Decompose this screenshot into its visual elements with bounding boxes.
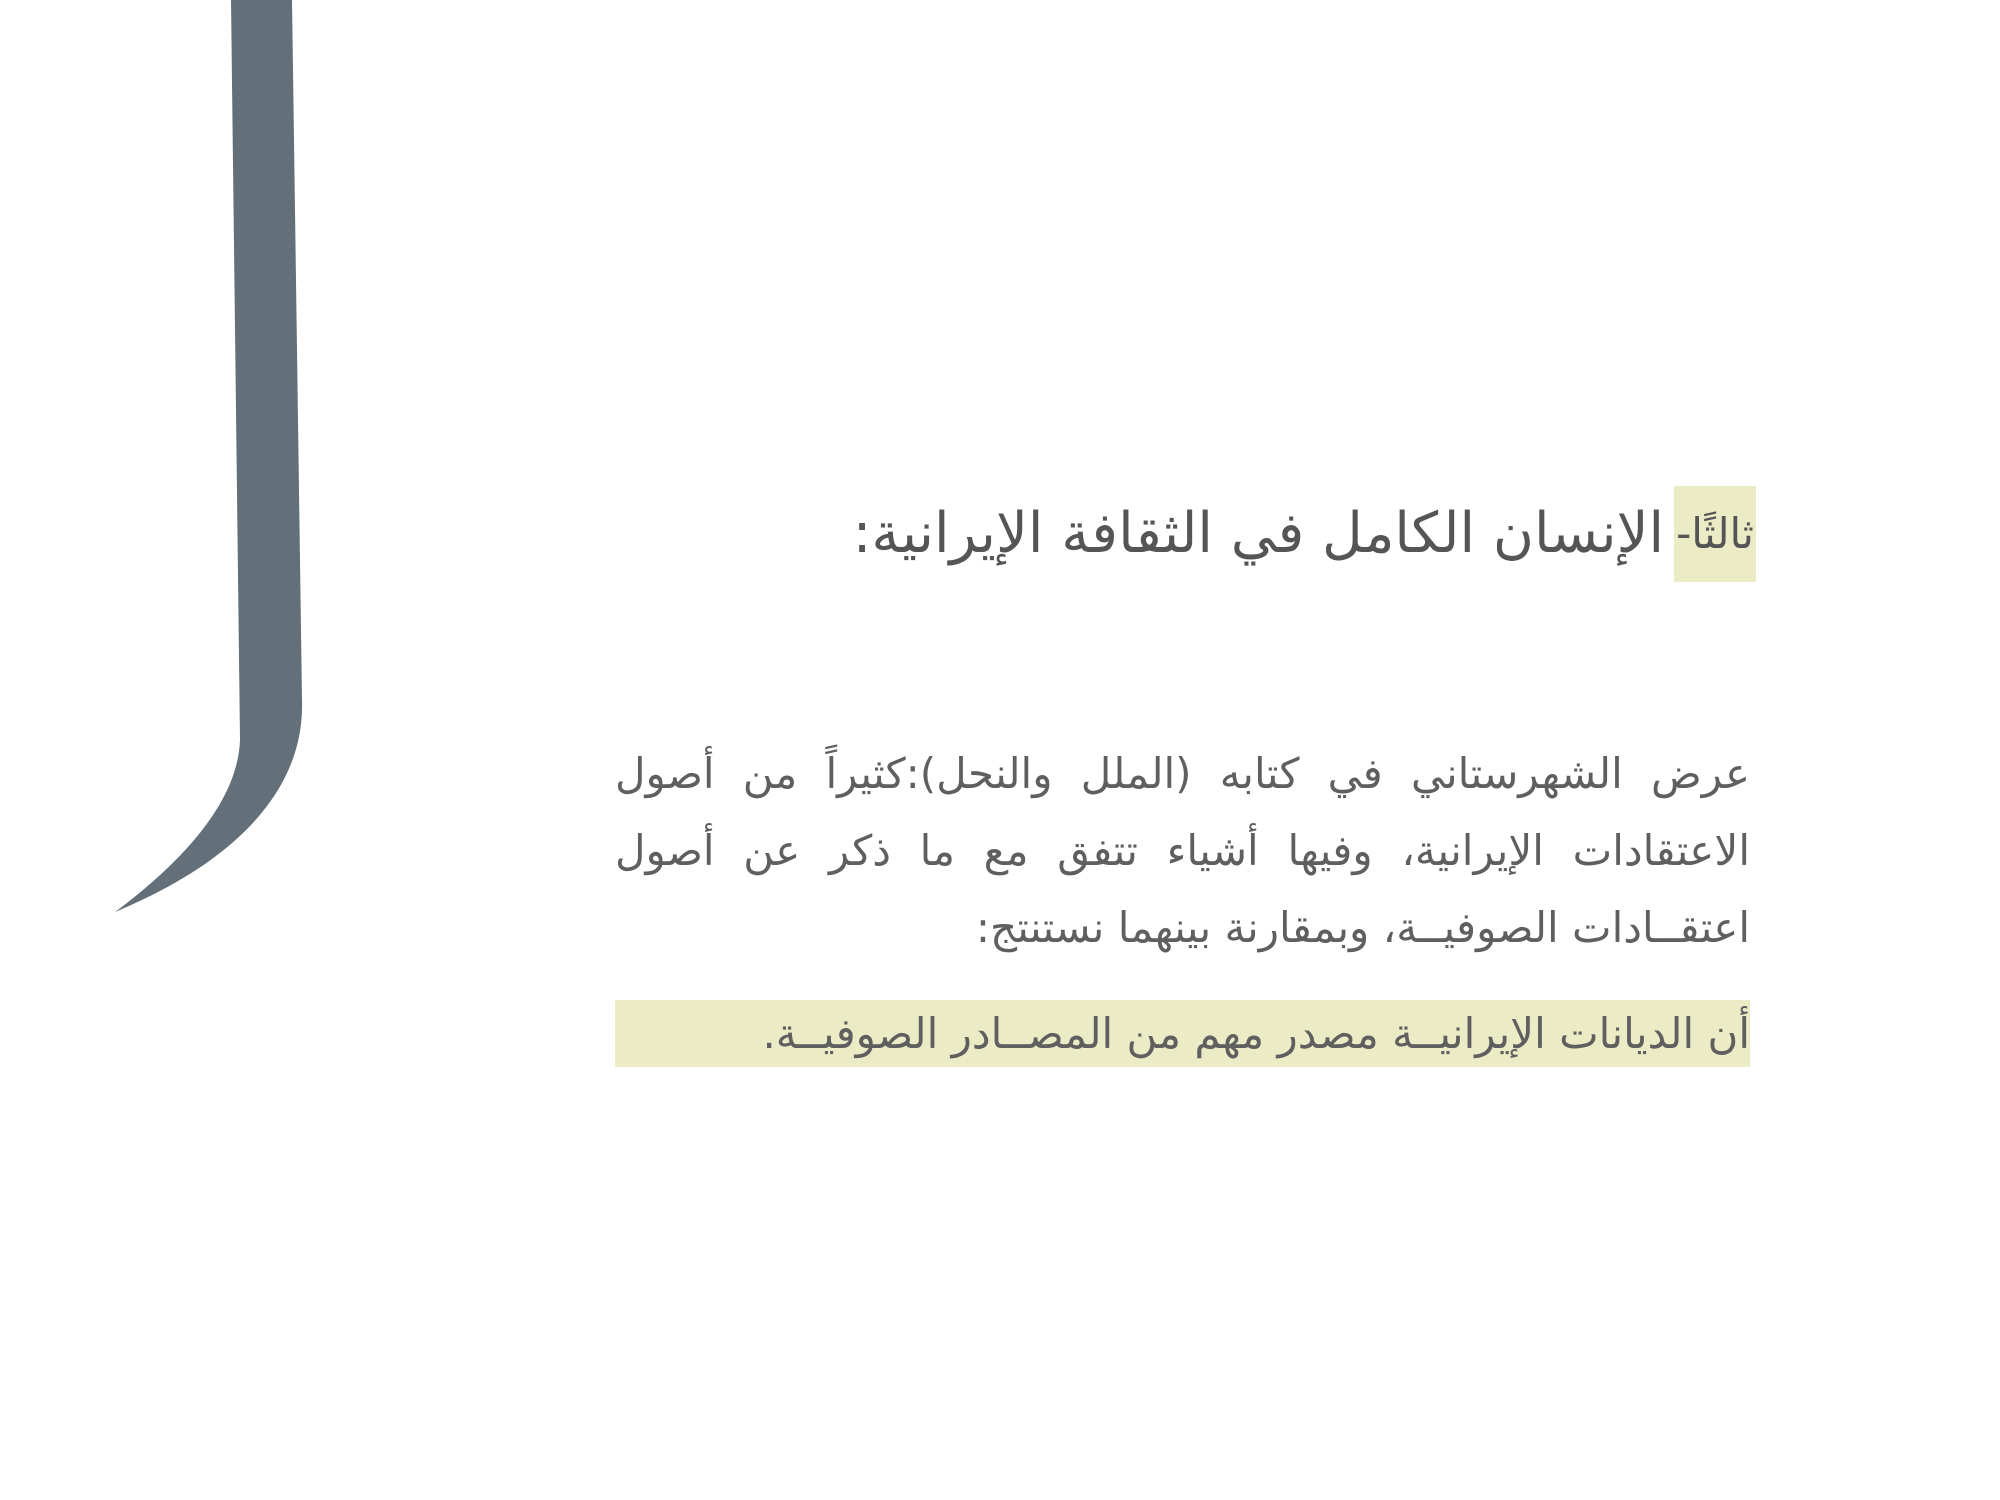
- heading-title: الإنسان الكامل في الثقافة الإيرانية:: [852, 501, 1665, 566]
- section-heading: [853, 486, 1756, 582]
- conclusion-highlight: أن الديانات الإيرانيــة مصدر مهم من المصــادر الصوفيــة.: [615, 1000, 1750, 1067]
- curved-stroke-ornament-icon: [0, 0, 400, 1000]
- body-paragraph: عرض الشهرستاني في كتابه (الملل والنحل):كثيراً من أصول الاعتقادات الإيرانية، وفيها أشياء تتفق مع ما ذكر عن أصول اعتقــادات الصوفيــة، وبمقارنة بينهما نستنتج:: [615, 749, 1750, 952]
- heading-prefix-highlight: ثالثًا-: [1674, 486, 1756, 582]
